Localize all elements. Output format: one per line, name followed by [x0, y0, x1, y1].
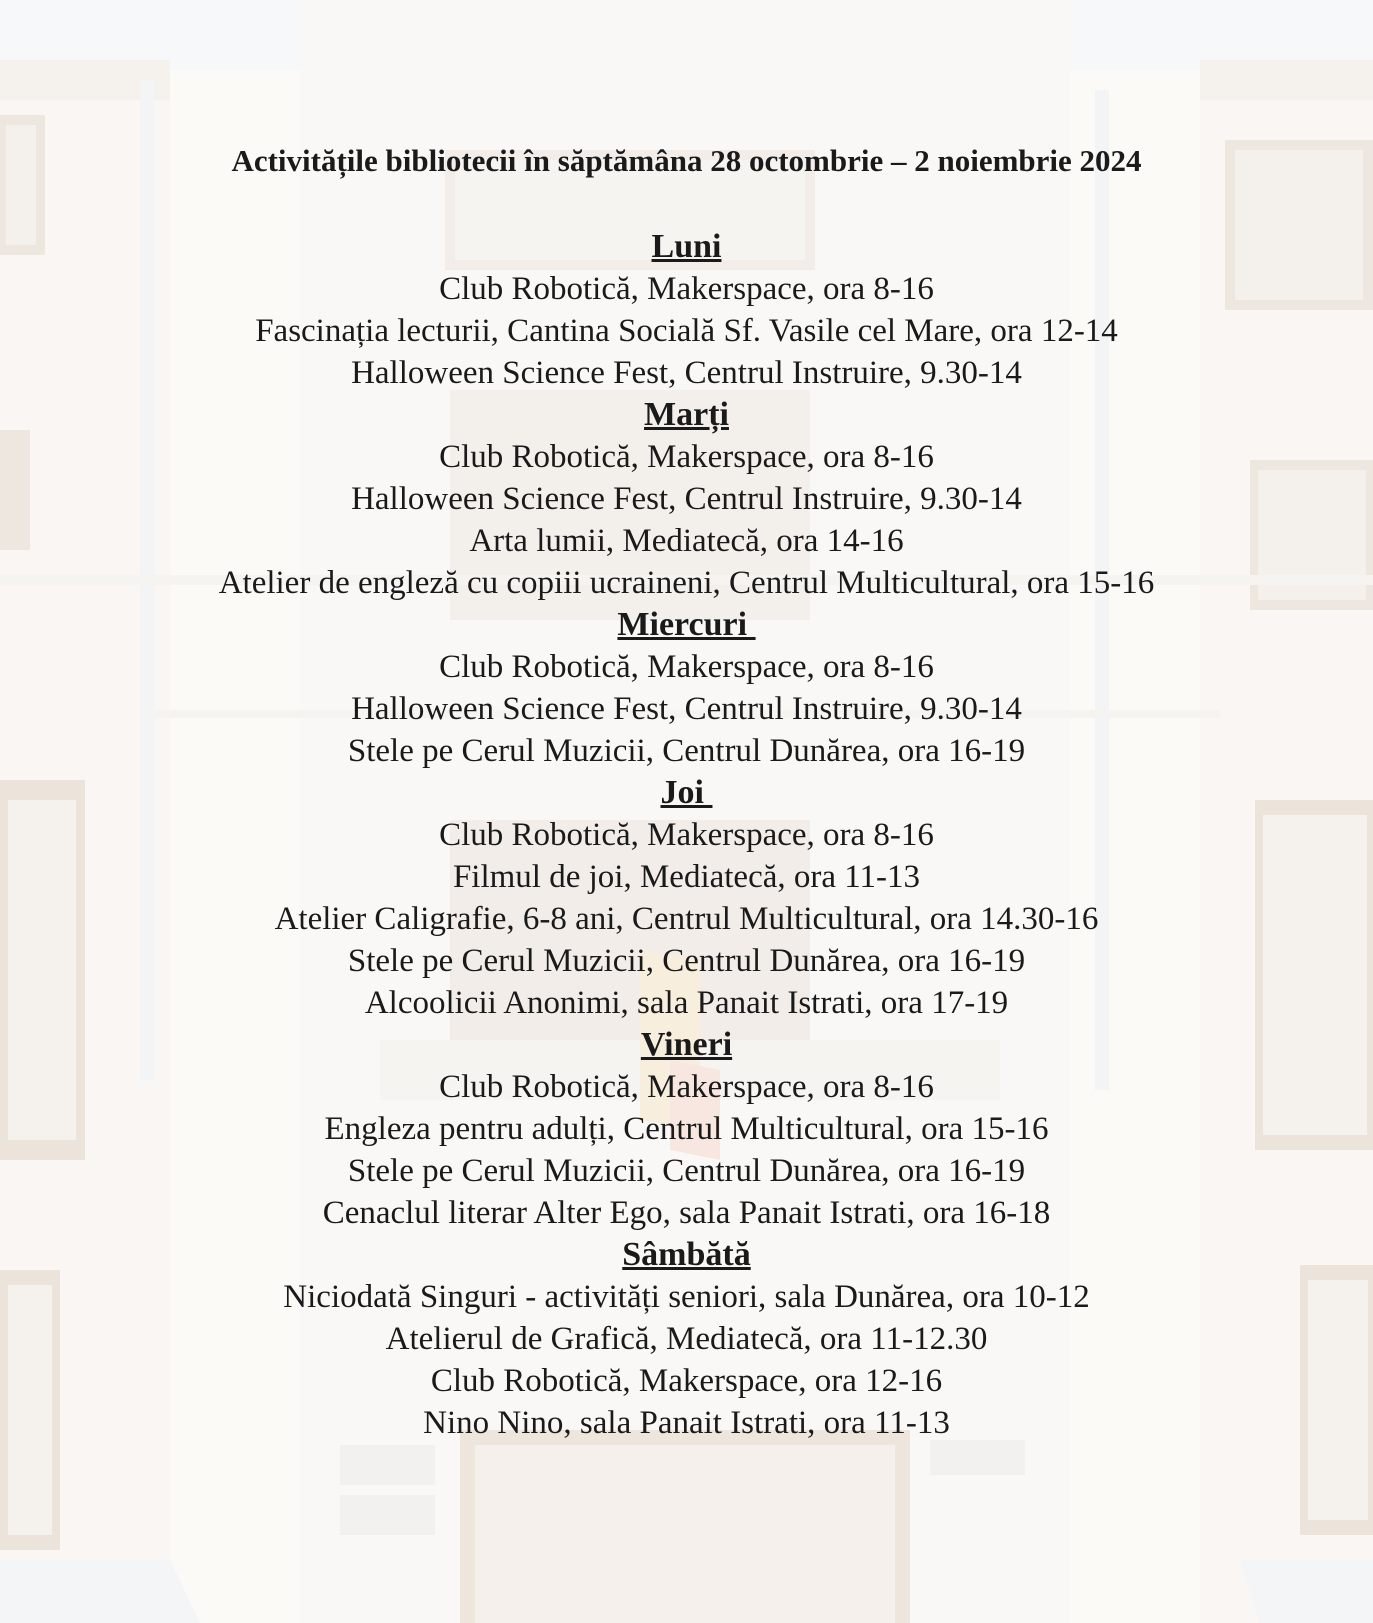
- day-heading-luni: Luni: [651, 228, 722, 265]
- activity-item: Filmul de joi, Mediatecă, ora 11-13: [452, 859, 921, 895]
- activity-item: Club Robotică, Makerspace, ora 8-16: [439, 649, 934, 685]
- activity-item: Club Robotică, Makerspace, ora 8-16: [439, 817, 934, 853]
- day-heading-joi: Joi: [660, 774, 713, 811]
- activity-item: Atelier de engleză cu copiii ucraineni, Centrul Multicultural, ora 15-16: [218, 565, 1155, 601]
- activity-item: Cenaclul literar Alter Ego, sala Panait Istrati, ora 16-18: [322, 1195, 1051, 1231]
- activity-item: Fascinația lecturii, Cantina Socială Sf. Vasile cel Mare, ora 12-14: [255, 313, 1118, 349]
- weekly-schedule: [0, 226, 1373, 1444]
- activity-item: Alcoolicii Anonimi, sala Panait Istrati, ora 17-19: [364, 985, 1009, 1021]
- day-heading-vineri: Vineri: [640, 1026, 733, 1063]
- activity-item: Stele pe Cerul Muzicii, Centrul Dunărea, ora 16-19: [347, 733, 1026, 769]
- activity-item: Halloween Science Fest, Centrul Instruire, 9.30-14: [351, 481, 1022, 517]
- activity-item: Club Robotică, Makerspace, ora 8-16: [439, 271, 934, 307]
- activity-item: Nino Nino, sala Panait Istrati, ora 11-13: [423, 1405, 950, 1441]
- activity-item: Atelierul de Grafică, Mediatecă, ora 11-12.30: [385, 1321, 988, 1357]
- day-heading-sambata: Sâmbătă: [622, 1236, 751, 1273]
- activity-item: Stele pe Cerul Muzicii, Centrul Dunărea, ora 16-19: [347, 1153, 1026, 1189]
- day-heading-marti: Marți: [644, 396, 729, 433]
- activity-item: Engleza pentru adulți, Centrul Multicultural, ora 15-16: [324, 1111, 1049, 1147]
- day-heading-miercuri: Miercuri: [617, 606, 756, 643]
- activity-item: Atelier Caligrafie, 6-8 ani, Centrul Multicultural, ora 14.30-16: [274, 901, 1099, 937]
- activity-item: Halloween Science Fest, Centrul Instruire, 9.30-14: [351, 355, 1022, 391]
- activity-item: Club Robotică, Makerspace, ora 12-16: [430, 1363, 943, 1399]
- activity-item: Halloween Science Fest, Centrul Instruire, 9.30-14: [351, 691, 1022, 727]
- activity-item: Club Robotică, Makerspace, ora 8-16: [439, 1069, 934, 1105]
- activity-item: Club Robotică, Makerspace, ora 8-16: [439, 439, 934, 475]
- page-title: Activitățile bibliotecii în săptămâna 28 octombrie – 2 noiembrie 2024: [231, 143, 1142, 178]
- activity-item: Arta lumii, Mediatecă, ora 14-16: [469, 523, 904, 559]
- activity-item: Stele pe Cerul Muzicii, Centrul Dunărea, ora 16-19: [347, 943, 1026, 979]
- activity-item: Niciodată Singuri - activități seniori, sala Dunărea, ora 10-12: [283, 1279, 1090, 1315]
